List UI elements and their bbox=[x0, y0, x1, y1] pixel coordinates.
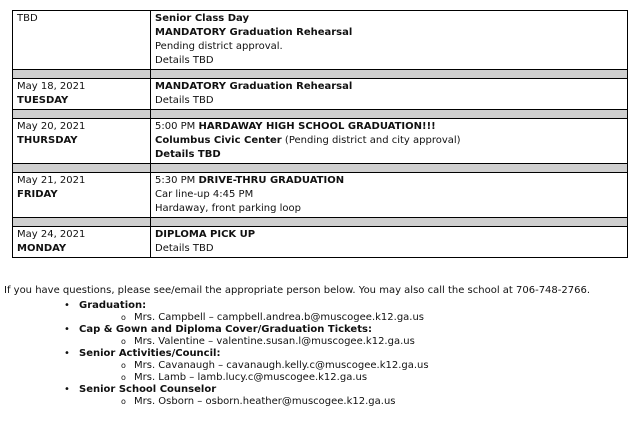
event-detail-segment: DRIVE-THRU GRADUATION bbox=[198, 175, 345, 186]
date-cell bbox=[13, 79, 151, 110]
separator-cell bbox=[13, 70, 151, 79]
contact-section bbox=[4, 285, 634, 408]
event-detail-line: Hardaway, front parking loop bbox=[155, 203, 301, 214]
separator-row bbox=[13, 70, 628, 79]
event-detail-line: MANDATORY Graduation Rehearsal bbox=[155, 81, 353, 92]
contact-category-title: Senior Activities/Council: bbox=[79, 348, 221, 359]
separator-cell bbox=[151, 164, 628, 173]
event-detail-segment: Columbus Civic Center bbox=[155, 135, 282, 146]
event-detail-segment: 5:00 PM bbox=[155, 121, 199, 132]
schedule-row bbox=[13, 119, 628, 164]
details-cell bbox=[151, 79, 628, 110]
separator-cell bbox=[151, 218, 628, 227]
contact-intro: If you have questions, please see/email the appropriate person below. You may also call the school at 706-748-2766. bbox=[4, 285, 591, 296]
contact-person-text: Mrs. Osborn – osborn.heather@muscogee.k12.ga.us bbox=[134, 396, 396, 407]
event-date: May 21, 2021 bbox=[17, 175, 86, 186]
details-cell bbox=[151, 227, 628, 258]
contact-person bbox=[4, 360, 634, 372]
separator-cell bbox=[151, 110, 628, 119]
separator-cell bbox=[13, 164, 151, 173]
details-cell bbox=[151, 11, 628, 70]
contact-list bbox=[4, 300, 634, 408]
event-detail-line: Details TBD bbox=[155, 243, 214, 254]
event-date: TBD bbox=[17, 13, 38, 24]
event-detail-segment: 5:30 PM bbox=[155, 175, 199, 186]
schedule-row bbox=[13, 79, 628, 110]
contact-category-title: Senior School Counselor bbox=[79, 384, 217, 395]
event-detail-line bbox=[155, 134, 622, 148]
date-cell bbox=[13, 119, 151, 164]
event-date: May 18, 2021 bbox=[17, 81, 86, 92]
event-detail-line: Senior Class Day bbox=[155, 13, 249, 24]
circle-bullet-icon: o bbox=[121, 337, 126, 346]
details-cell bbox=[151, 119, 628, 164]
event-detail-line: MANDATORY Graduation Rehearsal bbox=[155, 27, 353, 38]
event-detail-line bbox=[155, 120, 622, 134]
event-day: TUESDAY bbox=[17, 95, 69, 106]
contact-category bbox=[4, 324, 634, 336]
schedule-table bbox=[12, 10, 628, 258]
contact-category bbox=[4, 300, 634, 312]
separator-cell bbox=[13, 218, 151, 227]
contact-category bbox=[4, 384, 634, 396]
event-detail-segment: HARDAWAY HIGH SCHOOL GRADUATION!!! bbox=[198, 121, 436, 132]
circle-bullet-icon: o bbox=[121, 397, 126, 406]
schedule-row bbox=[13, 11, 628, 70]
contact-category-title: Cap & Gown and Diploma Cover/Graduation Tickets: bbox=[79, 324, 372, 335]
event-detail-line: Pending district approval. bbox=[155, 41, 283, 52]
event-day: THURSDAY bbox=[17, 135, 78, 146]
event-detail-line: Details TBD bbox=[155, 55, 214, 66]
separator-cell bbox=[13, 110, 151, 119]
event-detail-line: DIPLOMA PICK UP bbox=[155, 229, 256, 240]
separator-row bbox=[13, 164, 628, 173]
date-cell bbox=[13, 11, 151, 70]
contact-category-title: Graduation: bbox=[79, 300, 147, 311]
separator-row bbox=[13, 110, 628, 119]
event-detail-line: Car line-up 4:45 PM bbox=[155, 189, 254, 200]
bullet-icon: • bbox=[64, 348, 70, 359]
event-detail-line bbox=[155, 174, 622, 188]
contact-person-text: Mrs. Campbell – campbell.andrea.b@muscogee.k12.ga.us bbox=[134, 312, 425, 323]
details-cell bbox=[151, 173, 628, 218]
event-day: FRIDAY bbox=[17, 189, 58, 200]
date-cell bbox=[13, 173, 151, 218]
bullet-icon: • bbox=[64, 300, 70, 311]
contact-person-text: Mrs. Lamb – lamb.lucy.c@muscogee.k12.ga.us bbox=[134, 372, 368, 383]
circle-bullet-icon: o bbox=[121, 373, 126, 382]
bullet-icon: • bbox=[64, 384, 70, 395]
bullet-icon: • bbox=[64, 324, 70, 335]
event-detail-line: Details TBD bbox=[155, 95, 214, 106]
contact-person bbox=[4, 396, 634, 408]
contact-person bbox=[4, 336, 634, 348]
circle-bullet-icon: o bbox=[121, 361, 126, 370]
schedule-row bbox=[13, 227, 628, 258]
contact-category bbox=[4, 348, 634, 360]
circle-bullet-icon: o bbox=[121, 313, 126, 322]
schedule-row bbox=[13, 173, 628, 218]
contact-person-text: Mrs. Valentine – valentine.susan.l@muscogee.k12.ga.us bbox=[134, 336, 415, 347]
event-detail-segment: (Pending district and city approval) bbox=[281, 135, 461, 146]
separator-row bbox=[13, 218, 628, 227]
event-date: May 20, 2021 bbox=[17, 121, 86, 132]
separator-cell bbox=[151, 70, 628, 79]
date-cell bbox=[13, 227, 151, 258]
event-date: May 24, 2021 bbox=[17, 229, 86, 240]
event-day: MONDAY bbox=[17, 243, 67, 254]
contact-person-text: Mrs. Cavanaugh – cavanaugh.kelly.c@muscogee.k12.ga.us bbox=[134, 360, 429, 371]
event-detail-line: Details TBD bbox=[155, 149, 221, 160]
contact-person bbox=[4, 312, 634, 324]
contact-person bbox=[4, 372, 634, 384]
